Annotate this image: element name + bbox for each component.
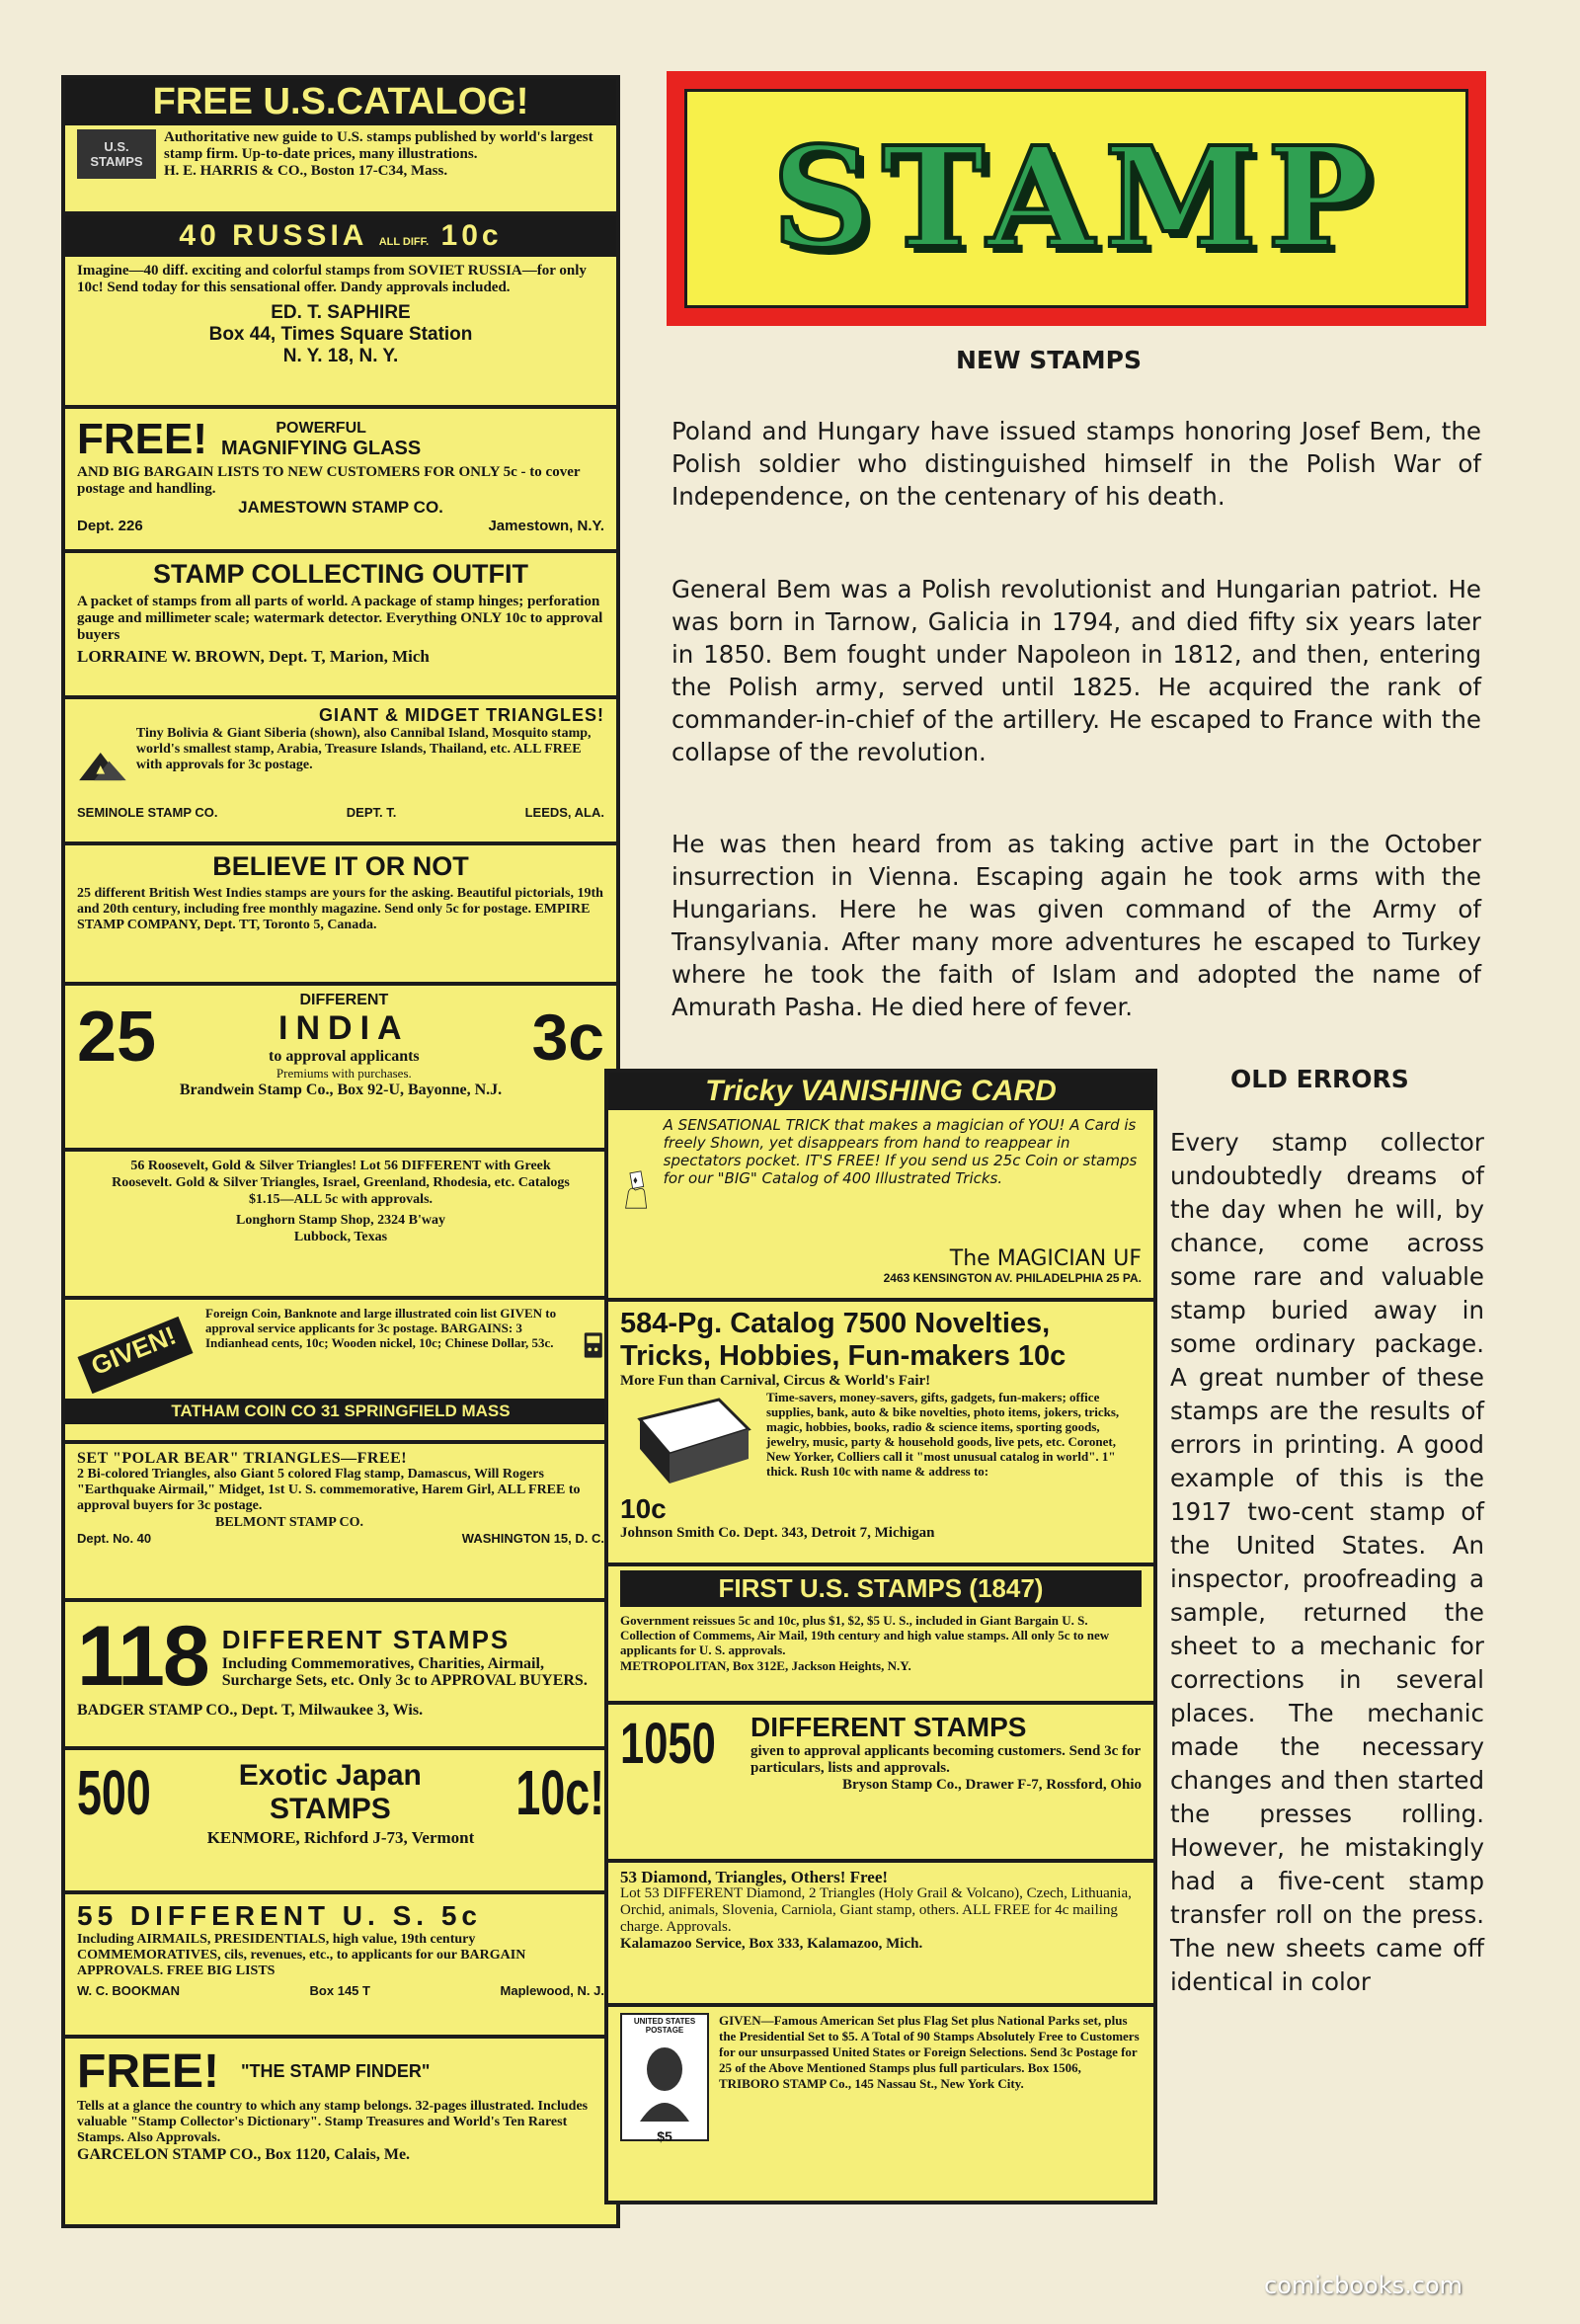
ad-mid-1: Exotic Japan: [238, 1759, 422, 1792]
ad-text: AND BIG BARGAIN LISTS TO NEW CUSTOMERS FOR ONLY 5c - to cover postage and handling.: [77, 464, 581, 497]
ad-vanishing-card[interactable]: [608, 1073, 1153, 1302]
ad-sub: More Fun than Carnival, Circus & World's Fair!: [620, 1373, 931, 1389]
ad-500-exotic-japan[interactable]: [65, 1750, 616, 1894]
ad-sig: KENMORE, Richford J-73, Vermont: [206, 1828, 475, 1847]
ad-head: "THE STAMP FINDER": [241, 2061, 431, 2081]
triangle-stamps-icon: [77, 726, 128, 805]
ad-free-word: FREE!: [77, 2045, 219, 2098]
ad-text: 2 Bi-colored Triangles, also Giant 5 colored Flag stamp, Damascus, Will Rogers "Earthquake Airmail," Midget, 1st U. S. commemorative, Harem Girl, ALL FREE to approval buyers for 3c postage.: [77, 1467, 581, 1513]
ad-text: Authoritative new guide to U.S. stamps published by world's largest stamp firm. Up-to-date prices, many illustrations.: [164, 129, 593, 162]
ad-sig: W. C. BOOKMAN: [77, 1983, 180, 1998]
ad-price: 10c: [440, 219, 503, 252]
ad-title: Tricky VANISHING CARD: [608, 1073, 1153, 1110]
ad-40-russia[interactable]: [65, 215, 616, 409]
stamp-banner: [667, 71, 1486, 326]
ad-text: Including AIRMAILS, PRESIDENTIALS, high value, 19th century COMMEMORATIVES, cils, revenues, etc., to applicants for our BARGAIN APPROVALS. FREE BIG LISTS: [77, 1932, 526, 1978]
ad-text: Foreign Coin, Banknote and large illustrated coin list GIVEN to approval service applicants for 3c postage. BARGAINS: 3 Indianhead cents, 10c; Wooden nickel, 10c; Chinese Dollar, 53c.: [205, 1306, 557, 1350]
ad-number: 1050: [620, 1712, 716, 1776]
ad-sig: GARCELON STAMP CO., Box 1120, Calais, Me.: [77, 2146, 411, 2163]
ad-head: DIFFERENT STAMPS: [221, 1625, 511, 1654]
us-stamps-image: U.S. STAMPS: [77, 129, 156, 179]
ad-sig-1: Longhorn Stamp Shop, 2324 B'way: [235, 1213, 445, 1228]
ad-text: GIVEN—Famous American Set plus Flag Set plus National Parks set, plus the Presidential Set to $5. A Total of 90 Stamps Absolutely Free to Customers for our unsurpassed United States or Foreign Selections. Send 3c Postage for 25 of the Above Mentioned Stamps plus full particulars. Box 1506, TRIBORO STAMP Co., 145 Nassau St., New York City.: [719, 2013, 1140, 2091]
ad-sig: TATHAM COIN CO 31 SPRINGFIELD MASS: [65, 1399, 616, 1424]
ad-sig: Brandwein Stamp Co., Box 92-U, Bayonne, N.J.: [179, 1082, 503, 1098]
ad-stamp-collecting-outfit[interactable]: [65, 553, 616, 699]
ad-sig: SEMINOLE STAMP CO.: [77, 805, 218, 820]
ad-text: Imagine—40 diff. exciting and colorful stamps from SOVIET RUSSIA—for only 10c! Send today for this sensational offer. Dandy approvals included.: [77, 263, 587, 295]
catalog-book-icon: [620, 1390, 758, 1488]
left-ad-column: [61, 75, 620, 2228]
stamp-value: $5: [657, 2128, 672, 2144]
ad-given-famous-american[interactable]: [608, 2007, 1153, 2201]
ad-text: Tells at a glance the country to which any stamp belongs. 32-pages illustrated. Includes valuable "Stamp Collector's Dictionary". Stamp Treasures and World's Ten Rarest Stamps. Also Approvals.: [77, 2099, 589, 2145]
ad-city: WASHINGTON 15, D. C.: [461, 1531, 604, 1546]
ad-signature: H. E. HARRIS & CO., Boston 17-C34, Mass.: [164, 163, 448, 179]
ad-title: 55 DIFFERENT U. S. 5c: [77, 1900, 482, 1931]
stamp-top-text: UNITED STATES POSTAGE: [633, 2017, 696, 2035]
ad-title-1: 584-Pg. Catalog 7500 Novelties,: [620, 1308, 1051, 1339]
ad-text: 56 Roosevelt, Gold & Silver Triangles! Lot 56 DIFFERENT with Greek Roosevelt. Gold & Silver Triangles, Israel, Greenland, Rhodesia, etc. Catalogs $1.15—ALL 5c with approvals.: [112, 1159, 570, 1207]
banner-title: STAMP: [771, 118, 1382, 280]
ad-title: BELIEVE IT OR NOT: [212, 851, 469, 881]
ad-sig: JAMESTOWN STAMP CO.: [238, 498, 443, 517]
ad-sig-3: N. Y. 18, N. Y.: [282, 346, 399, 366]
ad-head-1: POWERFUL: [276, 419, 366, 437]
ad-text: Including Commemoratives, Charities, Airmail, Surcharge Sets, etc. Only 3c to APPROVAL BUYERS.: [221, 1655, 588, 1689]
ad-text: Tiny Bolivia & Giant Siberia (shown), also Cannibal Island, Mosquito stamp, world's smallest stamp, Arabia, Treasure Islands, Thailand, etc. ALL FREE with approvals for 3c postage.: [135, 726, 592, 772]
ad-title: 40 RUSSIA: [179, 219, 367, 252]
ad-title: STAMP COLLECTING OUTFIT: [153, 559, 528, 589]
ad-sub-2: Premiums with purchases.: [276, 1066, 412, 1081]
ad-text: Government reissues 5c and 10c, plus $1, $2, $5 U. S., included in Giant Bargain U. S. Collection of Commems, Air Mail, 19th century and high value stamps. All only 5c to new applicants for U. S. approvals.: [620, 1613, 1110, 1657]
ad-53-diamond[interactable]: [608, 1863, 1153, 2007]
ad-sig: Johnson Smith Co. Dept. 343, Detroit 7, Michigan: [620, 1525, 935, 1541]
ad-dept: Dept. No. 40: [77, 1531, 152, 1546]
ad-text: given to approval applicants becoming customers. Send 3c for particulars, lists and approvals.: [750, 1742, 1141, 1776]
ad-sub-1: to approval applicants: [269, 1048, 420, 1065]
ad-believe-it-or-not[interactable]: [65, 845, 616, 986]
ad-title: SET "POLAR BEAR" TRIANGLES—FREE!: [77, 1450, 408, 1467]
ad-city: LEEDS, ALA.: [524, 805, 604, 820]
ad-country: INDIA: [278, 1009, 410, 1047]
ad-title: FREE U.S.CATALOG!: [65, 79, 616, 125]
ad-text: 25 different British West Indies stamps are yours for the asking. Beautiful pictorials, 19th and 20th century, including free monthly magazine. Send only 5c for postage. EMPIRE STAMP COMPANY, Dept. TT, Toronto 5, Canada.: [77, 886, 603, 932]
given-badge: [77, 1306, 196, 1395]
ad-free-magnifying-glass[interactable]: [65, 409, 616, 553]
ad-sig: Kalamazoo Service, Box 333, Kalamazoo, Mich.: [620, 1936, 923, 1952]
ad-head: DIFFERENT STAMPS: [750, 1711, 1027, 1742]
ad-title: FIRST U.S. STAMPS (1847): [620, 1570, 1142, 1607]
heading-old-errors: OLD ERRORS: [1230, 1065, 1409, 1093]
banknote-icon: [583, 1306, 604, 1385]
ad-mid-2: STAMPS: [269, 1793, 391, 1825]
ad-sig: BELMONT STAMP CO.: [215, 1515, 364, 1530]
middle-ad-column: [604, 1069, 1157, 2204]
ad-price: 10c: [620, 1493, 667, 1524]
article-paragraph-1: Poland and Hungary have issued stamps honoring Josef Bem, the Polish soldier who distinguished himself in the Polish War of Independence, on the centenary of his death.: [672, 417, 1481, 511]
ad-sig: BADGER STAMP CO., Dept. T, Milwaukee 3, Wis.: [77, 1702, 424, 1719]
ad-city: Maplewood, N. J.: [500, 1983, 604, 1998]
ad-head-2: MAGNIFYING GLASS: [221, 437, 422, 459]
ad-sig: LORRAINE W. BROWN, Dept. T, Marion, Mich: [77, 647, 430, 666]
ad-polar-bear-triangles[interactable]: [65, 1444, 616, 1602]
ad-free-us-catalog[interactable]: [65, 79, 616, 215]
ad-number: 25: [77, 997, 157, 1077]
given-word: GIVEN!: [78, 1317, 194, 1394]
article-paragraph-4: Every stamp collector undoubtedly dreams of the day when he will, by chance, come across some rare and valuable stamp buried away in some ordinary package. A great number of these stamps are the results of errors in printing. A good example of this is the 1917 two-cent stamp of the United States. An inspector, proofreading a sample, returned the sheet to a mechanic for corrections in several places. The mechanic made the necessary changes and then started the presses rolling. However, he mistakingly had a five-cent stamp transfer roll on the press. The new sheets came off identical in color: [1170, 1128, 1484, 1996]
ad-city: Jamestown, N.Y.: [488, 518, 604, 534]
ad-address: 2463 KENSINGTON AV. PHILADELPHIA 25 PA.: [883, 1271, 1142, 1285]
ad-text: Time-savers, money-savers, gifts, gadgets, fun-makers; office supplies, bank, auto & bike novelties, photo items, jokers, tricks, magic, hobbies, books, radio & science items, sporting goods, jewelry, music, party & household goods, live pets, etc. Coronet, New Yorker, Colliers call it "most unusual catalog in world". 1" thick. Rush 10c with name & address to:: [766, 1390, 1120, 1479]
ad-sig: Bryson Stamp Co., Drawer F-7, Rossford, Ohio: [841, 1777, 1142, 1793]
ad-number: 500: [77, 1757, 151, 1828]
ad-price: 3c: [531, 1000, 604, 1074]
ad-giant-midget-triangles[interactable]: [65, 699, 616, 845]
ad-box: Box 145 T: [309, 1983, 370, 1998]
ad-25-india[interactable]: [65, 986, 616, 1152]
ad-text: A packet of stamps from all parts of world. A package of stamp hinges; perforation gauge and millimeter scale; watermark detector. Everything ONLY 10c to approval buyers: [77, 594, 603, 643]
ad-title: 53 Diamond, Triangles, Others! Free!: [620, 1868, 889, 1886]
us-postage-stamp-image: [620, 2013, 709, 2144]
ad-small: ALL DIFF.: [378, 236, 430, 248]
ad-first-us-stamps[interactable]: [608, 1566, 1153, 1705]
ad-sig: The MAGICIAN UF: [949, 1246, 1142, 1271]
ad-stamp-finder[interactable]: [65, 2039, 616, 2228]
ad-different: DIFFERENT: [299, 992, 389, 1008]
ad-dept: DEPT. T.: [346, 805, 397, 820]
article-paragraph-3: He was then heard from as taking active part in the October insurrection in Vienna. Escaping again he took arms with the Hungarians. Here he was given command of the Army of Transylvania. After many more adventures he escaped to Turkey where he took the faith of Islam and adopted the name of Amurath Pasha. He died here of fever.: [672, 830, 1481, 1021]
ad-number: 118: [77, 1609, 208, 1704]
ad-title: GIANT & MIDGET TRIANGLES!: [319, 705, 604, 725]
magician-hand-icon: [620, 1116, 654, 1264]
ad-roosevelt-triangles[interactable]: [65, 1152, 616, 1300]
ad-sig-2: Box 44, Times Square Station: [208, 324, 473, 345]
ad-sig-2: Lubbock, Texas: [293, 1230, 388, 1244]
ad-text: A SENSATIONAL TRICK that makes a magician of YOU! A Card is freely Shown, yet disappears from hand to reappear in spectators pocket. IT'S FREE! If you send us 25c Coin or stamps for our "BIG" Catalog of 400 Illustrated Tricks.: [663, 1116, 1138, 1187]
ad-584-page-catalog[interactable]: [608, 1302, 1153, 1566]
ad-dept: Dept. 226: [77, 518, 143, 534]
ad-118-different[interactable]: [65, 1602, 616, 1750]
portrait-icon: [630, 2035, 699, 2124]
ad-given-coins[interactable]: [65, 1300, 616, 1444]
ad-sig-1: ED. T. SAPHIRE: [271, 302, 411, 323]
ad-55-different-us[interactable]: [65, 1894, 616, 2039]
ad-price: 10c!: [515, 1757, 604, 1828]
ad-text: Lot 53 DIFFERENT Diamond, 2 Triangles (Holy Grail & Volcano), Czech, Lithuania, Orchid, animals, Slovenia, Carniola, Giant stamp, others. ALL FREE for 4c mailing charge. Approvals.: [620, 1885, 1132, 1935]
article-paragraph-2: General Bem was a Polish revolutionist and Hungarian patriot. He was born in Tarnow, Galicia in 1794, and died fifty six years later in 1850. Bem fought under Napoleon in 1812, and then, entering the Polish army, served until 1825. He acquired the rank of commander-in-chief of the artillery. He escaped to France with the collapse of the revolution.: [672, 575, 1481, 766]
site-credit: comicbooks.com: [1264, 2272, 1463, 2299]
ad-sig: METROPOLITAN, Box 312E, Jackson Heights, N.Y.: [620, 1658, 911, 1673]
ad-free-word: FREE!: [77, 415, 207, 463]
ad-1050-different[interactable]: [608, 1705, 1153, 1863]
ad-title-2: Tricks, Hobbies, Fun-makers 10c: [620, 1340, 1066, 1372]
stamp-banner-inner: [684, 89, 1468, 308]
heading-new-stamps: NEW STAMPS: [956, 346, 1142, 374]
